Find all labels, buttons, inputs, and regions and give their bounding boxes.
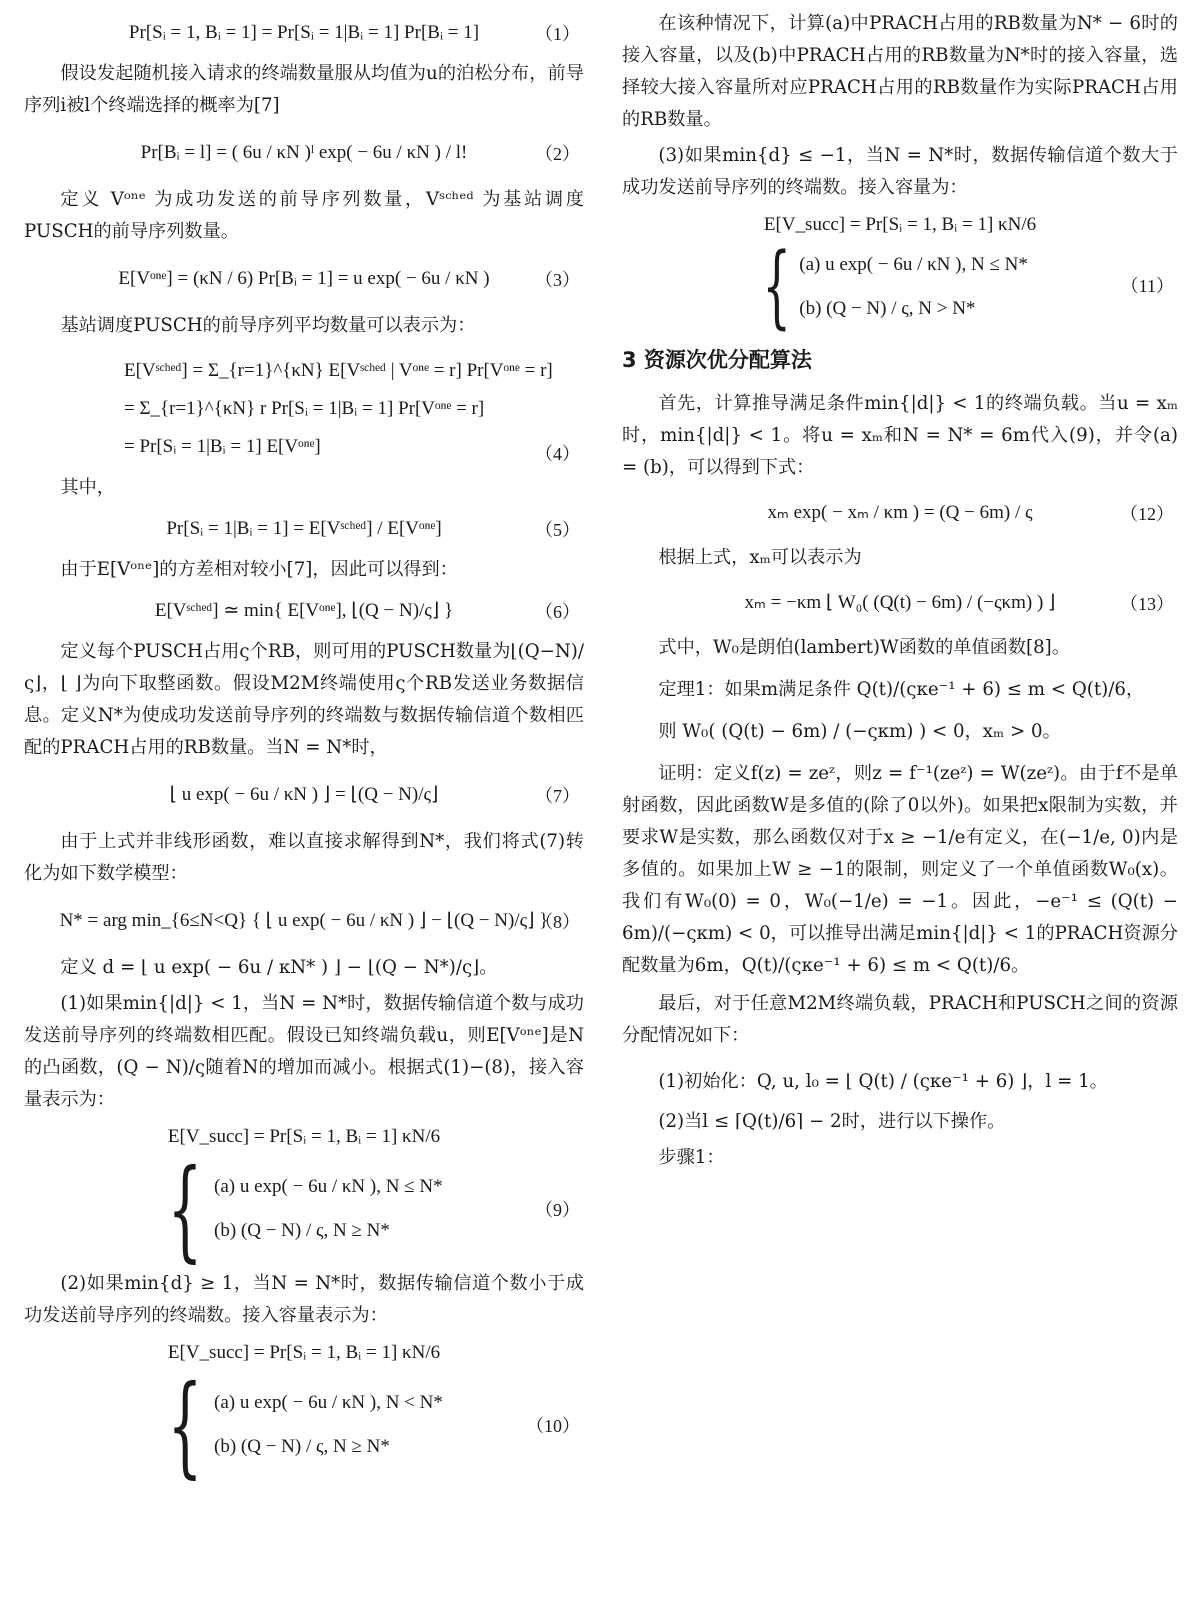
- equation-9-case-b: (b) (Q − N) / ς, N ≥ N*: [214, 1220, 390, 1241]
- equation-11-cases: [622, 234, 1178, 339]
- equation-4-line-2: = Σ_{r=1}^{κN} r Pr[Sᵢ = 1|Bᵢ = 1] Pr[Vᵒⁿᵉ = r]: [124, 398, 485, 419]
- equation-10-case-b: (b) (Q − N) / ς, N ≥ N*: [214, 1436, 390, 1457]
- paragraph-derive-load: 首先，计算推导满足条件min{|d|} < 1的终端负载。当u = xₘ时，min{|d|} < 1。将u = xₘ和N = N* = 6m代入(9)，并令(a) = (b)，可以得到下式：: [622, 393, 1178, 478]
- equation-5-expr: Pr[Sᵢ = 1|Bᵢ = 1] = E[Vˢᶜʰᵉᵈ] / E[Vᵒⁿᵉ]: [166, 518, 442, 539]
- brace-icon: {: [167, 1361, 203, 1489]
- right-column: [622, 8, 1178, 1178]
- paragraph-xm: 根据上式，xₘ可以表示为: [658, 547, 862, 568]
- paragraph-step-loop: (2)当l ≤ ⌈Q(t)/6⌉ − 2时，进行以下操作。: [658, 1111, 1006, 1132]
- equation-4-line-1: E[Vˢᶜʰᵉᵈ] = Σ_{r=1}^{κN} E[Vˢᶜʰᵉᵈ | Vᵒⁿᵉ = r] Pr[Vᵒⁿᵉ = r]: [124, 360, 553, 381]
- equation-8-expr: N* = arg min_{6≤N<Q} { ⌊ u exp( − 6u / κN ) ⌋ − ⌊(Q − N)/ς⌋ }: [59, 910, 549, 931]
- equation-10-cases: [24, 1361, 584, 1489]
- equation-3-number: （3）: [535, 270, 580, 290]
- equation-9-number: （9）: [535, 1200, 580, 1221]
- equation-2: [24, 136, 584, 170]
- paragraph-allocation: 最后，对于任意M2M终端负载，PRACH和PUSCH之间的资源分配情况如下：: [622, 993, 1178, 1046]
- equation-3-expr: E[Vᵒⁿᵉ] = (κN / 6) Pr[Bᵢ = 1] = u exp( − 6u / κN ): [118, 268, 490, 289]
- equation-7-expr: ⌊ u exp( − 6u / κN ) ⌋ = ⌊(Q − N)/ς⌋: [169, 784, 439, 805]
- equation-9-cases: [24, 1145, 584, 1273]
- equation-2-number: （2）: [535, 144, 580, 164]
- equation-4-line-3: = Pr[Sᵢ = 1|Bᵢ = 1] E[Vᵒⁿᵉ]: [124, 436, 321, 457]
- equation-11-case-a: (a) u exp( − 6u / κN ), N ≤ N*: [799, 254, 1028, 275]
- equation-7: [24, 778, 584, 812]
- equation-3: [24, 262, 584, 296]
- equation-13: [622, 586, 1178, 620]
- equation-10: [24, 1336, 584, 1489]
- paragraph-case-2: (2)如果min{d} ≥ 1，当N = N*时，数据传输信道个数小于成功发送前导序列的终端数。接入容量表示为：: [24, 1273, 584, 1326]
- equation-6: [24, 594, 584, 628]
- paragraph-case-3: (3)如果min{d} ≤ −1，当N = N*时，数据传输信道个数大于成功发送前导序列的终端数。接入容量为：: [622, 145, 1178, 198]
- equation-6-number: （6）: [535, 602, 580, 622]
- equation-9: [24, 1120, 584, 1273]
- paragraph-case-1: (1)如果min{|d|} < 1，当N = N*时，数据传输信道个数与成功发送前导序列的终端数相匹配。假设已知终端负载u，则E[Vᵒⁿᵉ]是N的凸函数，(Q − N)/ς随着N的增加而减小。根据式(1)−(8)，接入容量表示为：: [24, 993, 584, 1110]
- equation-12: [622, 496, 1178, 530]
- equation-1-number: （1）: [535, 24, 580, 44]
- section-heading: 3 资源次优分配算法: [622, 348, 812, 372]
- paragraph-proof: 证明：定义f(z) = zeᶻ，则z = f⁻¹(zeᶻ) = W(zeᶻ)。由于f不是单射函数，因此函数W是多值的(除了0以外)。如果把x限制为实数，并要求W是实数，那么函数仅对于x ≥ −1/e有定义，在(−1/e, 0)内是多值的。如果加上W ≥ −1的限制，则定义了一个单值函数W₀(x)。我们有W₀(0) = 0，W₀(−1/e) = −1。因此，−e⁻¹ ≤ (Q(t) − 6m)/(−ςκm) < 0，可以推导出满足min{|d|} < 1的PRACH资源分配数量为6m，Q(t)/(ςκe⁻¹ + 6) ≤ m < Q(t)/6。: [622, 763, 1178, 976]
- paragraph-pusch: 定义每个PUSCH占用ς个RB，则可用的PUSCH数量为⌊(Q−N)/ς⌋，⌊ ⌋为向下取整函数。假设M2M终端使用ς个RB发送业务数据信息。定义N*为使成功发送前导序列的终端数与数据传输信道个数相匹配的PRACH占用的RB数量。当N = N*时，: [24, 641, 584, 758]
- equation-4: [24, 352, 584, 466]
- paragraph-variance: 由于E[Vᵒⁿᵉ]的方差相对较小[7]，因此可以得到：: [60, 559, 458, 580]
- equation-2-expr: Pr[Bᵢ = l] = ( 6u / κN )ˡ exp( − 6u / κN ) / l!: [140, 142, 468, 163]
- paragraph-theorem-1-result: 则 W₀( (Q(t) − 6m) / (−ςκm) ) < 0，xₘ > 0。: [658, 721, 1061, 742]
- paragraph-define-d: 定义 d = ⌊ u exp( − 6u / κN* ) ⌋ − ⌊(Q − N*)/ς⌋。: [60, 957, 498, 978]
- equation-6-expr: E[Vˢᶜʰᵉᵈ] ≃ min{ E[Vᵒⁿᵉ], ⌊(Q − N)/ς⌋ }: [154, 600, 454, 621]
- equation-1-expr: Pr[Sᵢ = 1, Bᵢ = 1] = Pr[Sᵢ = 1|Bᵢ = 1] Pr[Bᵢ = 1]: [128, 22, 480, 43]
- equation-8: [24, 904, 584, 938]
- paragraph-case-2-cont: 在该种情况下，计算(a)中PRACH占用的RB数量为N* − 6时的接入容量，以及(b)中PRACH占用的RB数量为N*时的接入容量，选择较大接入容量所对应PRACH占用的RB数量作为实际PRACH占用的RB数量。: [622, 13, 1178, 130]
- paragraph-where: 其中，: [60, 477, 115, 498]
- equation-11-number: （11）: [1120, 275, 1174, 296]
- equation-8-number: （8）: [535, 912, 580, 932]
- equation-10-number: （10）: [526, 1416, 580, 1437]
- equation-10-head: E[V_succ] = Pr[Sᵢ = 1, Bᵢ = 1] κN/6: [167, 1342, 441, 1363]
- equation-1: [24, 16, 584, 50]
- paragraph-step-1: 步骤1：: [658, 1147, 725, 1168]
- brace-icon: {: [762, 234, 791, 339]
- equation-12-number: （12）: [1120, 504, 1174, 524]
- paragraph-theorem-1: 定理1：如果m满足条件 Q(t)/(ςκe⁻¹ + 6) ≤ m < Q(t)/6，: [658, 679, 1145, 700]
- paragraph-poisson: 假设发起随机接入请求的终端数量服从均值为u的泊松分布，前导序列i被l个终端选择的概率为[7]: [24, 63, 584, 116]
- equation-11-head: E[V_succ] = Pr[Sᵢ = 1, Bᵢ = 1] κN/6: [763, 214, 1037, 235]
- equation-10-case-a: (a) u exp( − 6u / κN ), N < N*: [214, 1392, 443, 1413]
- equation-4-number: （4）: [535, 444, 580, 464]
- equation-7-number: （7）: [535, 786, 580, 806]
- equation-5-number: （5）: [535, 520, 580, 540]
- equation-12-expr: xₘ exp( − xₘ / κm ) = (Q − 6m) / ς: [767, 502, 1033, 523]
- equation-13-number: （13）: [1120, 594, 1174, 614]
- equation-9-case-a: (a) u exp( − 6u / κN ), N ≤ N*: [214, 1176, 443, 1197]
- paragraph-nonlinear: 由于上式并非线形函数，难以直接求解得到N*，我们将式(7)转化为如下数学模型：: [24, 831, 584, 884]
- equation-13-expr: xₘ = −κm ⌊ W₀( (Q(t) − 6m) / (−ςκm) ) ⌋: [744, 592, 1056, 613]
- equation-5: [24, 512, 584, 546]
- paragraph-step-init: (1)初始化：Q, u, l₀ = ⌊ Q(t) / (ςκe⁻¹ + 6) ⌋，l = 1。: [658, 1071, 1108, 1092]
- left-column: [24, 8, 584, 1489]
- equation-11: [622, 208, 1178, 339]
- paragraph-sched-mean: 基站调度PUSCH的前导序列平均数量可以表示为：: [60, 315, 476, 336]
- brace-icon: {: [167, 1145, 203, 1273]
- paragraph-define-v: 定义 Vᵒⁿᵉ 为成功发送的前导序列数量，Vˢᶜʰᵉᵈ 为基站调度PUSCH的前导序列数量。: [24, 189, 584, 242]
- equation-11-case-b: (b) (Q − N) / ς, N > N*: [799, 298, 976, 319]
- paragraph-lambert: 式中，W₀是朗伯(lambert)W函数的单值函数[8]。: [658, 637, 1070, 658]
- equation-9-head: E[V_succ] = Pr[Sᵢ = 1, Bᵢ = 1] κN/6: [167, 1126, 441, 1147]
